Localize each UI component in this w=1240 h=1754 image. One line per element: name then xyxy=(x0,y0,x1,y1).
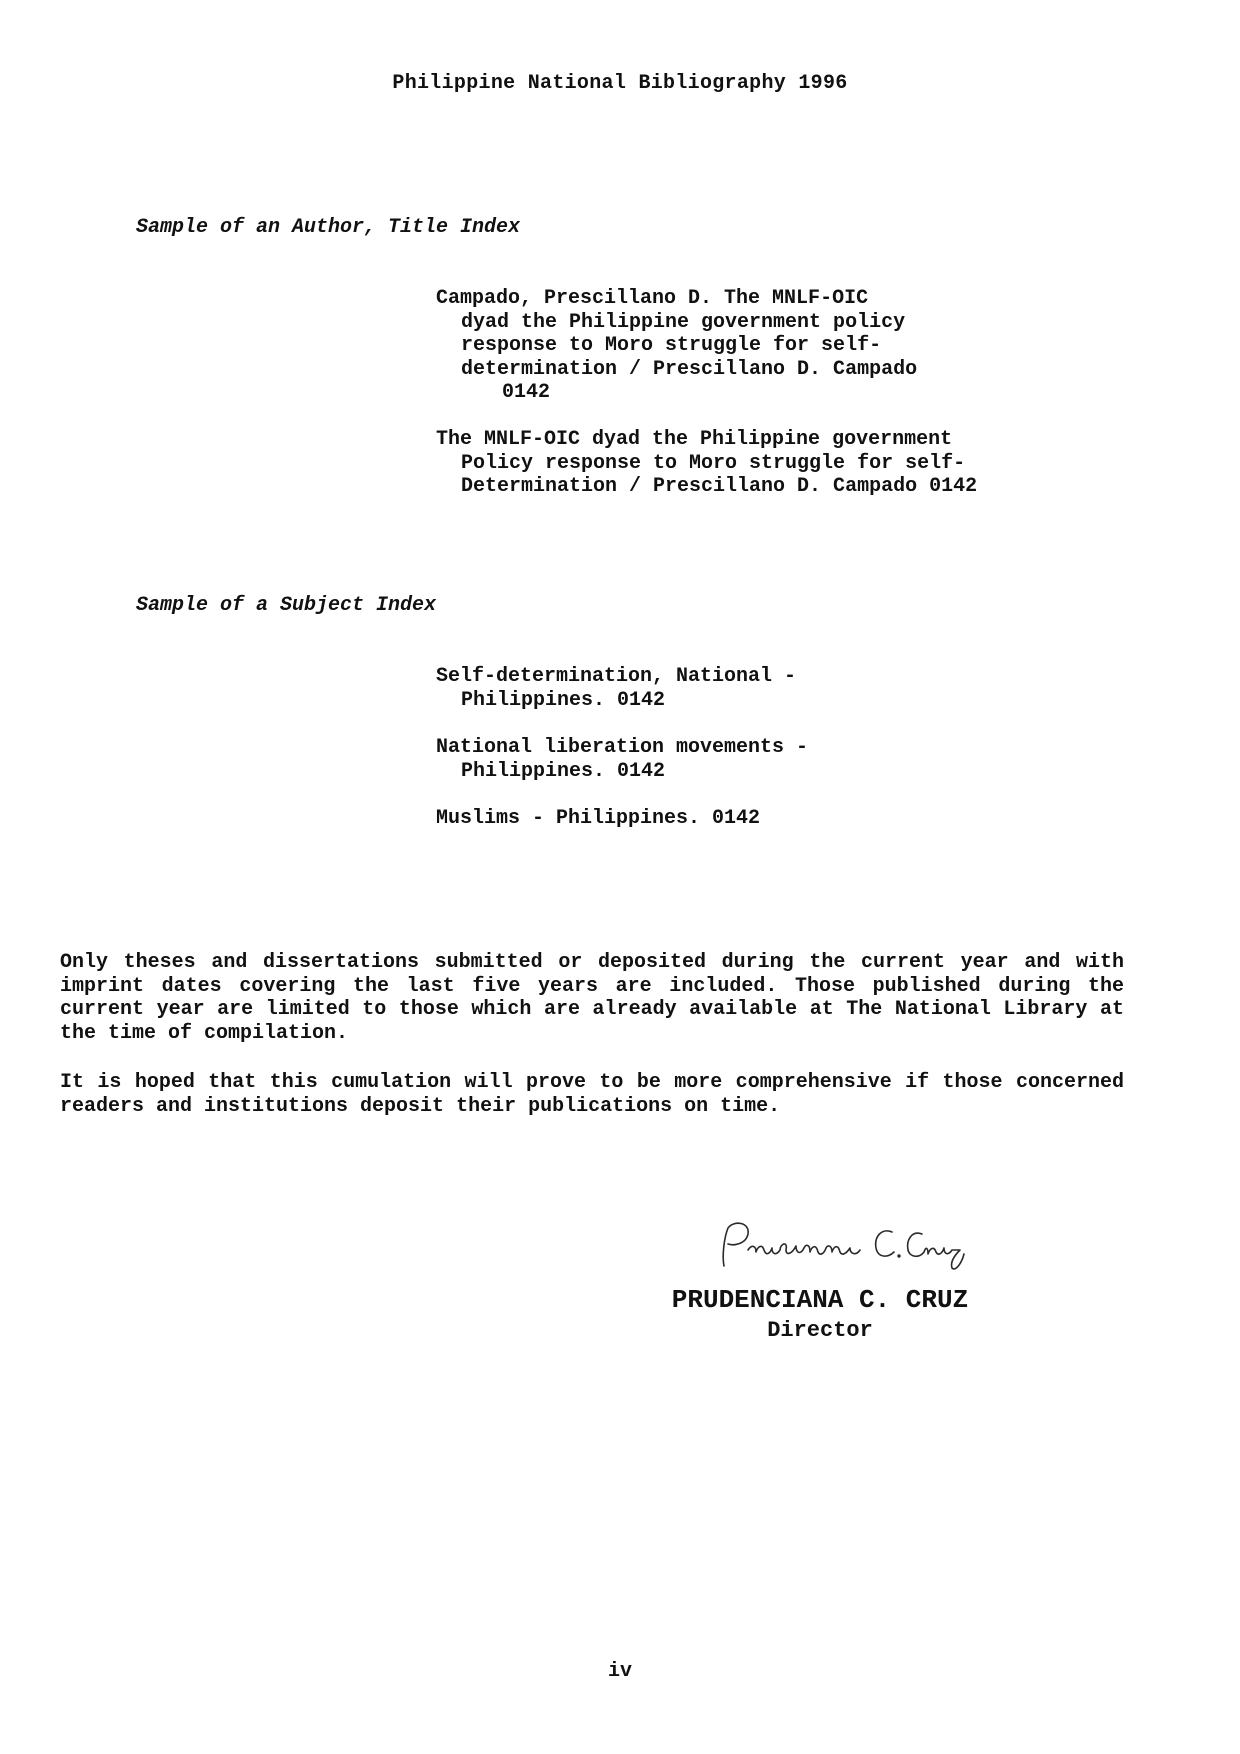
closing-note-paragraph: It is hoped that this cumulation will prove to be more comprehensive if those concerned readers and institutions deposit their publications on time. xyxy=(60,1071,1124,1118)
subject-index-heading: Sample of a Subject Index xyxy=(136,594,437,617)
entry-line: National liberation movements - xyxy=(436,736,809,759)
page-number: iv xyxy=(607,1660,632,1683)
author-title-index-heading: Sample of an Author, Title Index xyxy=(136,216,521,239)
subject-index-entry xyxy=(436,665,1056,712)
entry-line: Campado, Prescillano D. The MNLF-OIC xyxy=(436,287,869,310)
entry-line: Policy response to Moro struggle for self- xyxy=(461,451,966,475)
entry-line: The MNLF-OIC dyad the Philippine government xyxy=(436,428,953,451)
entry-line: Determination / Prescillano D. Campado 0142 xyxy=(461,475,978,498)
page-header: Philippine National Bibliography 1996 xyxy=(392,72,848,95)
title-index-entry xyxy=(436,428,1056,499)
entry-line: dyad the Philippine government policy xyxy=(461,310,906,334)
entry-line: determination / Prescillano D. Campado xyxy=(461,357,918,381)
handwritten-signature xyxy=(716,1216,976,1276)
subject-index-entry xyxy=(436,807,1056,831)
entry-line: response to Moro struggle for self- xyxy=(461,334,882,357)
entry-line: Muslims - Philippines. 0142 xyxy=(436,807,761,830)
signatory-name: PRUDENCIANA C. CRUZ xyxy=(671,1285,969,1315)
inclusion-note-paragraph: Only theses and dissertations submitted or deposited during the current year and with imprint dates covering the last five years are included. Those published during the current year are limited to those which are already available at The National Library at the time of compilation. xyxy=(60,951,1124,1045)
entry-line: Philippines. 0142 xyxy=(461,759,666,783)
entry-line: Philippines. 0142 xyxy=(461,688,666,712)
entry-line: Self-determination, National - xyxy=(436,665,797,688)
author-index-entry xyxy=(436,287,1056,405)
entry-line: 0142 xyxy=(502,381,551,404)
subject-index-entry xyxy=(436,736,1056,783)
signatory-title: Director xyxy=(767,1318,873,1343)
